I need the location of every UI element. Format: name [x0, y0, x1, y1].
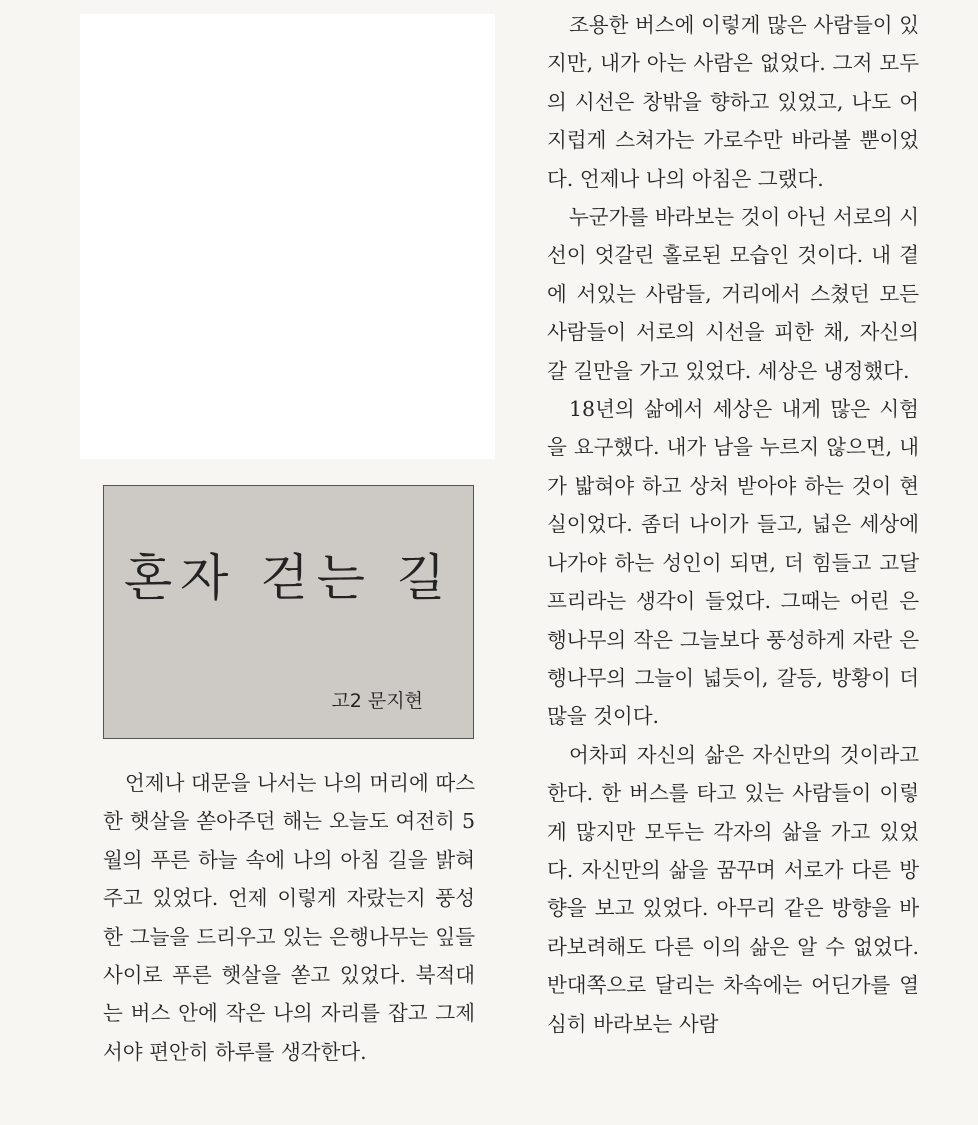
paragraph: 누군가를 바라보는 것이 아닌 서로의 시선이 엇갈린 홀로된 모습인 것이다. 내 곁에 서있는 사람들, 거리에서 스쳤던 모든 사람들이 서로의 시선을 피한 채, 자신의 갈 길만을 가고 있었다. 세상은 냉정했다. — [547, 205, 919, 383]
illustration-area — [80, 14, 495, 459]
article-author: 고2 문지현 — [331, 690, 423, 712]
paragraph: 조용한 버스에 이렇게 많은 사람들이 있지만, 내가 아는 사람은 없었다. 그저 모두의 시선은 창밖을 향하고 있었고, 나도 어지럽게 스쳐가는 가로수만 바라볼 뿐이었다. 언제나 나의 아침은 그랬다. — [547, 13, 919, 191]
title-box — [103, 485, 474, 739]
left-column — [103, 764, 475, 1071]
paragraph: 18년의 삶에서 세상은 내게 많은 시험을 요구했다. 내가 남을 누르지 않으면, 내가 밟혀야 하고 상처 받아야 하는 것이 현실이었다. 좀더 나이가 들고, 넓은 세상에 나가야 하는 성인이 되면, 더 힘들고 고달프리라는 생각이 들었다. 그때는 어린 은행나무의 작은 그늘보다 풍성하게 자란 은행나무의 그늘이 넓듯이, 갈등, 방황이 더 많을 것이다. — [547, 397, 919, 729]
right-column — [547, 6, 919, 1043]
paragraph: 어차피 자신의 삶은 자신만의 것이라고 한다. 한 버스를 타고 있는 사람들이 이렇게 많지만 모두는 각자의 삶을 가고 있었다. 자신만의 삶을 꿈꾸며 서로가 다른 방향을 보고 있었다. 아무리 같은 방향을 바라보려해도 다른 이의 삶은 알 수 없었다. 반대쪽으로 달리는 차속에는 어딘가를 열심히 바라보는 사람 — [547, 742, 919, 1036]
paragraph: 언제나 대문을 나서는 나의 머리에 따스한 햇살을 쏟아주던 해는 오늘도 여전히 5월의 푸른 하늘 속에 나의 아침 길을 밝혀주고 있었다. 언제 이렇게 자랐는지 풍성한 그늘을 드리우고 있는 은행나무는 잎들 사이로 푸른 햇살을 쏟고 있었다. 북적대는 버스 안에 작은 나의 자리를 잡고 그제서야 편안히 하루를 생각한다. — [103, 771, 475, 1064]
article-title: 혼자 걷는 길 — [123, 549, 454, 607]
